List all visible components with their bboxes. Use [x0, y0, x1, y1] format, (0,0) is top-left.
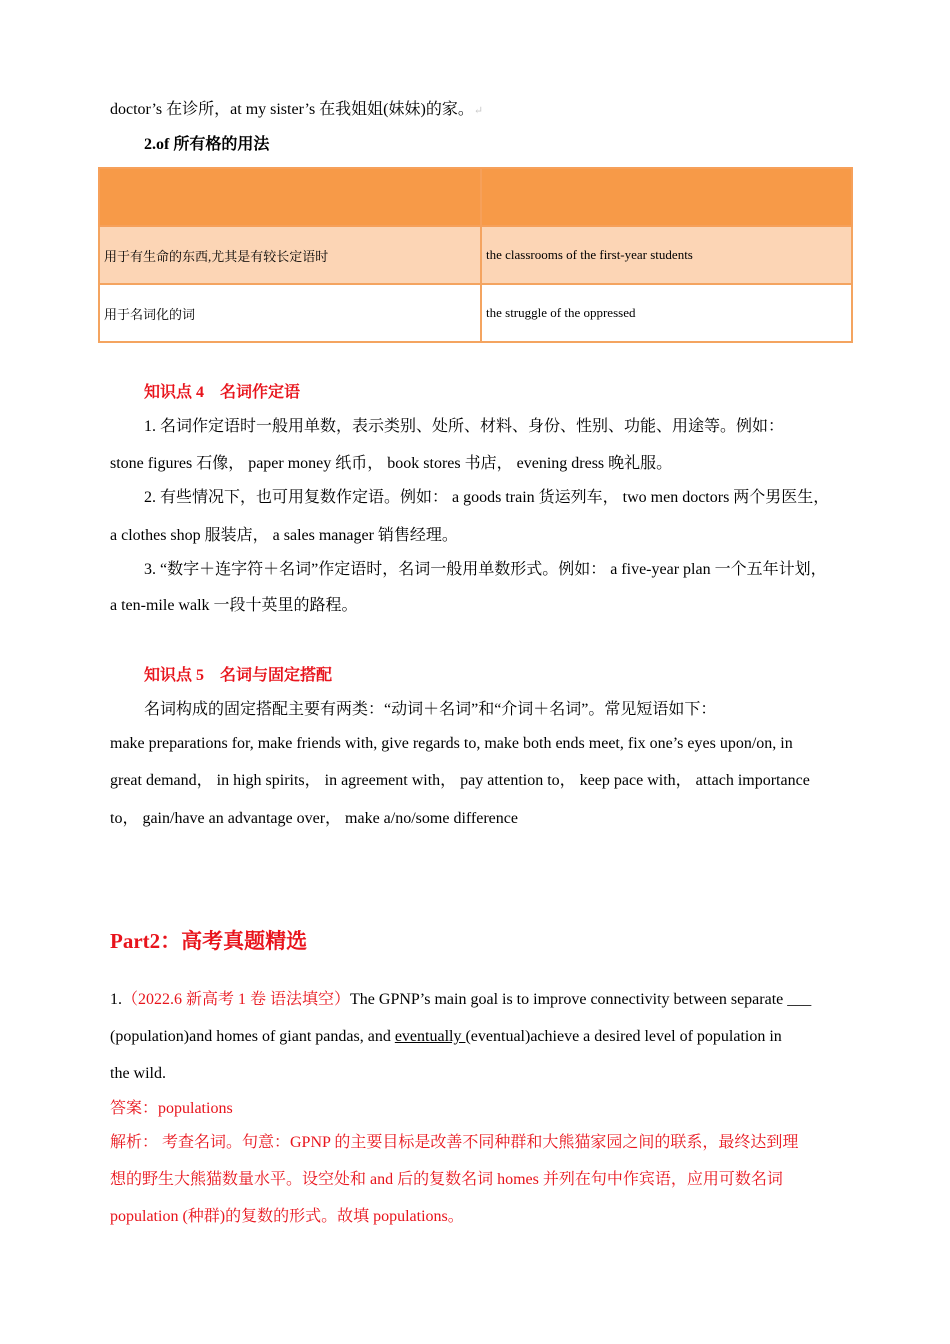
q1-line2: (population)and homes of giant pandas, and eventually (eventual)achieve a desired level of population in — [110, 1028, 782, 1045]
k5-phrases-line3: to， gain/have an advantage over， make a/no/some difference — [110, 810, 518, 827]
q1-answer: 答案：populations — [110, 1100, 233, 1117]
k4-p1-line2: stone figures 石像， paper money 纸币， book stores 书店， evening dress 晚礼服。 — [110, 455, 673, 472]
k4-p3-line1: 3. “数字＋连字符＋名词”作定语时，名词一般用单数形式。例如： a five-year plan 一个五年计划， — [144, 561, 827, 578]
table-row — [99, 226, 852, 284]
k4-p2-line1: 2. 有些情况下，也可用复数作定语。例如： a goods train 货运列车， two men doctors 两个男医生， — [144, 489, 830, 506]
k4-p3-line2: a ten-mile walk 一段十英里的路程。 — [110, 597, 358, 614]
table-cell: 用于名词化的词 — [99, 284, 481, 342]
intro-line: doctor’s 在诊所，at my sister’s 在我姐姐(妹妹)的家。↵ — [110, 101, 484, 118]
k5-intro: 名词构成的固定搭配主要有两类：“动词＋名词”和“介词＋名词”。常见短语如下： — [144, 701, 717, 718]
table-header-row — [99, 168, 852, 226]
q1-text-a: The GPNP’s main goal is to improve connectivity between separate ___ — [350, 991, 812, 1008]
k5-title: 知识点 5 名词与固定搭配 — [144, 667, 333, 684]
k4-p1-line1: 1. 名词作定语时一般用单数，表示类别、处所、材料、身份、性别、功能、用途等。例如： — [144, 418, 785, 435]
k5-phrases-line1: make preparations for, make friends with, give regards to, make both ends meet, fix one’s eyes upon/on, in — [110, 735, 793, 752]
part2-title: Part2：高考真题精选 — [110, 929, 308, 953]
table-header-cell — [99, 168, 481, 226]
of-usage-table — [98, 167, 853, 343]
q1-source: （2022.6 新高考 1 卷 语法填空） — [122, 991, 351, 1008]
q1-blank-answer: eventually — [394, 1028, 466, 1045]
q1-number: 1. — [110, 991, 122, 1008]
q1-analysis-line3: population (种群)的复数的形式。故填 populations。 — [110, 1208, 464, 1225]
table-cell: 用于有生命的东西,尤其是有较长定语时 — [99, 226, 481, 284]
q1-analysis-line2: 想的野生大熊猫数量水平。设空处和 and 后的复数名词 homes 并列在句中作宾语，应用可数名词 — [110, 1171, 783, 1188]
q1-analysis-line1: 解析： 考查名词。句意：GPNP 的主要目标是改善不同种群和大熊猫家园之间的联系，最终达到理 — [110, 1134, 799, 1151]
table-header-cell — [481, 168, 852, 226]
q1-line3: the wild. — [110, 1065, 166, 1082]
q1-line1 — [110, 990, 811, 1010]
k5-phrases-line2: great demand， in high spirits， in agreement with， pay attention to， keep pace with， attach importance — [110, 772, 810, 789]
k4-title: 知识点 4 名词作定语 — [144, 384, 301, 401]
table-row — [99, 284, 852, 342]
of-section-heading: 2.of 所有格的用法 — [144, 136, 270, 153]
k4-p2-line2: a clothes shop 服装店， a sales manager 销售经理。 — [110, 527, 458, 544]
table-cell: the struggle of the oppressed — [481, 284, 852, 342]
table-cell: the classrooms of the first-year students — [481, 226, 852, 284]
